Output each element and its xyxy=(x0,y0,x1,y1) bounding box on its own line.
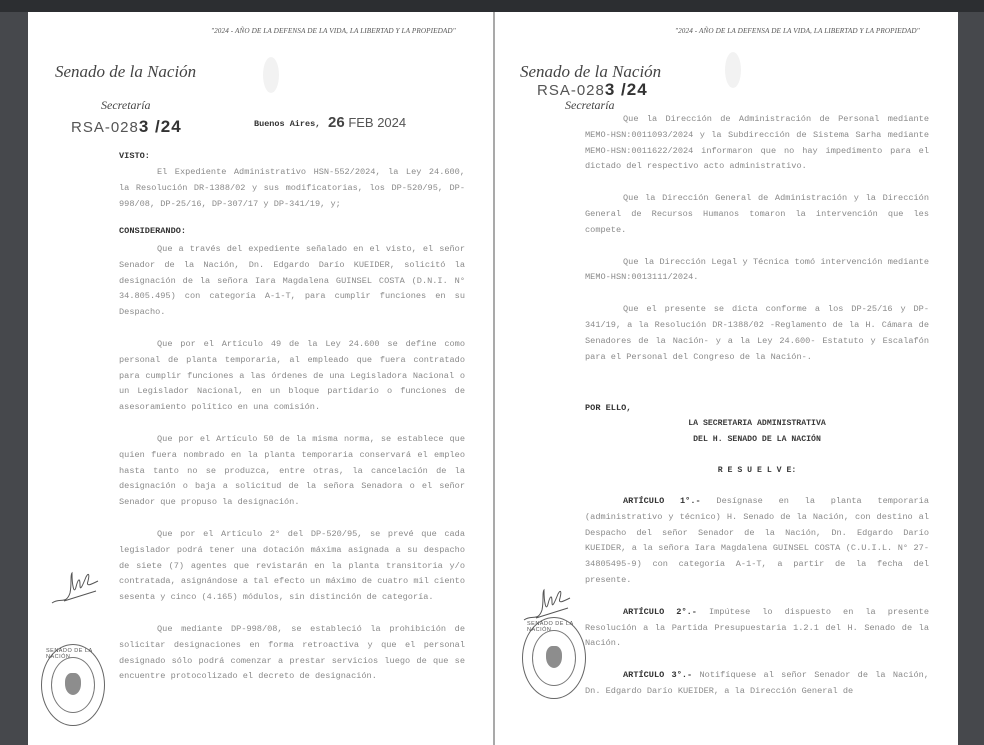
article-label: ARTÍCULO 3°.- xyxy=(623,670,693,681)
article-label: ARTÍCULO 2°.- xyxy=(623,606,697,617)
considerando-paragraph: Que por el Artículo 49 de la Ley 24.600 se define como personal de planta temporaria, al empleado que fuera contratado para cumplir funciones a las órdenes de una Legisladora Nacional o un Legislador Nacional, en un bloque partidario o funciones de asesoramiento político en una comisión. xyxy=(119,338,465,413)
letterhead-office: Secretaría xyxy=(565,98,615,112)
resolution-prefix: RSA- xyxy=(71,119,111,136)
article-label: ARTÍCULO 1°.- xyxy=(623,496,701,506)
considerando-paragraph: Que mediante DP-998/08, se estableció la prohibición de solicitar designaciones en forma retroactiva y que el personal designado sólo podrá comenzar a prestar servicios luego de que se encuentre protocolizado el decreto de designación. xyxy=(119,623,465,682)
watermark-shield xyxy=(263,57,279,93)
considerando-heading: CONSIDERANDO: xyxy=(119,226,187,236)
authority-line-2: DEL H. SENADO DE LA NACIÓN xyxy=(693,435,821,444)
considerando-paragraph: Que a través del expediente señalado en el visto, el señor Senador de la Nación, Dn. Edgardo Darío KUEIDER, solicitó la designación de la señora Iara Magdalena GUINSEL COSTA (D.N.I. N° 34.805.495) con categoría A-1-T, para cumplir funciones en su Despacho. xyxy=(119,244,465,318)
resolution-number xyxy=(537,80,648,100)
date-stamp-day: 26 xyxy=(328,114,345,131)
date-stamp xyxy=(328,114,406,131)
considerando-body-continued xyxy=(585,112,929,365)
article-text: Desígnase en la planta temporaria (administrativo y técnico) H. Senado de la Nación, con destino al Despacho del señor Senador de la Nación, Dn. Edgardo Darío KUEIDER, a la señora Iara Magdalena GUINSEL COSTA (C.U.I.L. N° 27-34805495-9) con categoría A-1-T, a partir de la fecha del presente. xyxy=(585,496,930,585)
place-city: Buenos Aires, xyxy=(254,119,321,129)
considerando-paragraph: Que por el Artículo 2° del DP-520/95, se prevé que cada legislador podrá tener una dotación máxima asignada a su despacho de siete (7) agentes que revistarán en la planta transitoria y/o contratada, asignándose a tal efecto un máximo de cuatro mil ciento sesenta y cinco (4.165) módulos, sin distinción de categoría. xyxy=(119,528,465,603)
date-stamp-month-year: FEB 2024 xyxy=(348,115,407,130)
viewer-gutter-right xyxy=(958,12,984,745)
authority-line-1: LA SECRETARIA ADMINISTRATIVA xyxy=(688,419,826,428)
signature-initials xyxy=(50,565,102,610)
considerando-body xyxy=(119,242,465,685)
letterhead-institution: Senado de la Nación xyxy=(520,62,662,81)
resolution-number-stamped: 3 /24 xyxy=(604,80,648,99)
article-text: Impútese lo dispuesto en la presente Resolución a la Partida Presupuestaria 1.2.1 del H. Senado de la Nación. xyxy=(585,606,929,649)
viewer-gutter-left xyxy=(0,12,28,745)
resolution-prefix: RSA- xyxy=(537,82,577,99)
article-1 xyxy=(585,494,929,589)
official-seal xyxy=(41,644,105,726)
article-text: Notifíquese al señor Senador de la Nación, Dn. Edgardo Darío KUEIDER, a la Dirección General de xyxy=(585,670,929,696)
page-motto: "2024 - AÑO DE LA DEFENSA DE LA VIDA, LA LIBERTAD Y LA PROPIEDAD" xyxy=(675,27,920,35)
resuelve-heading: R E S U E L V E: xyxy=(717,466,797,475)
coat-of-arms-icon xyxy=(546,646,562,668)
articles-body xyxy=(585,494,929,700)
visto-paragraph: El Expediente Administrativo HSN-552/2024, la Ley 24.600, la Resolución DR-1388/02 y sus modificatorias, los DP-520/95, DP-998/08, DP-25/16, DP-307/17 y DP-341/19, y; xyxy=(119,167,465,209)
por-ello-heading: POR ELLO, xyxy=(585,403,632,413)
considerando-paragraph: Que la Dirección General de Administración y la Dirección General de Recursos Humanos tomaron la intervención que les compete. xyxy=(585,193,929,235)
document-page-2 xyxy=(495,12,958,745)
article-2 xyxy=(585,605,929,652)
letterhead-office: Secretaría xyxy=(101,98,151,112)
resolution-number-typed: 028 xyxy=(110,119,139,136)
resolution-number-typed: 028 xyxy=(576,82,605,99)
resolution-number xyxy=(71,117,182,137)
coat-of-arms-icon xyxy=(65,673,81,695)
considerando-paragraph: Que el presente se dicta conforme a los DP-25/16 y DP-341/19, a la Resolución DR-1388/02 -Reglamento de la H. Cámara de Senadores de la Nación- y a la Ley 24.600- Estatuto y Escalafón para el Personal del Congreso de la Nación-. xyxy=(585,304,929,362)
letterhead-institution: Senado de la Nación xyxy=(55,62,197,81)
official-seal xyxy=(522,617,586,699)
page-motto: "2024 - AÑO DE LA DEFENSA DE LA VIDA, LA LIBERTAD Y LA PROPIEDAD" xyxy=(211,27,456,35)
watermark-shield xyxy=(725,52,741,88)
considerando-paragraph: Que por el Artículo 50 de la misma norma, se establece que quien fuera nombrado en la planta temporaria conservará el empleo hasta tanto no se produzca, entre otras, la cancelación de la designación o baja a solicitud de la señora Senadora o el señor Senador que propuso la designación. xyxy=(119,433,465,508)
seal-text: SENADO DE LA NACIÓN xyxy=(527,621,574,633)
resolution-number-stamped: 3 /24 xyxy=(138,117,182,136)
document-page-1 xyxy=(28,12,495,745)
visto-text xyxy=(119,165,465,212)
article-3 xyxy=(585,668,929,700)
considerando-paragraph: Que la Dirección de Administración de Personal mediante MEMO-HSN:0011093/2024 y la Subdirección de Sistema Sarha mediante MEMO-HSN:0011622/2024 informaron que no hay impedimento para el dictado del respectivo acto administrativo. xyxy=(585,114,929,172)
viewer-top-bar xyxy=(0,0,984,12)
considerando-paragraph: Que la Dirección Legal y Técnica tomó intervención mediante MEMO-HSN:0013111/2024. xyxy=(585,256,929,283)
seal-text: SENADO DE LA NACIÓN xyxy=(46,648,93,660)
visto-heading: VISTO: xyxy=(119,151,150,161)
